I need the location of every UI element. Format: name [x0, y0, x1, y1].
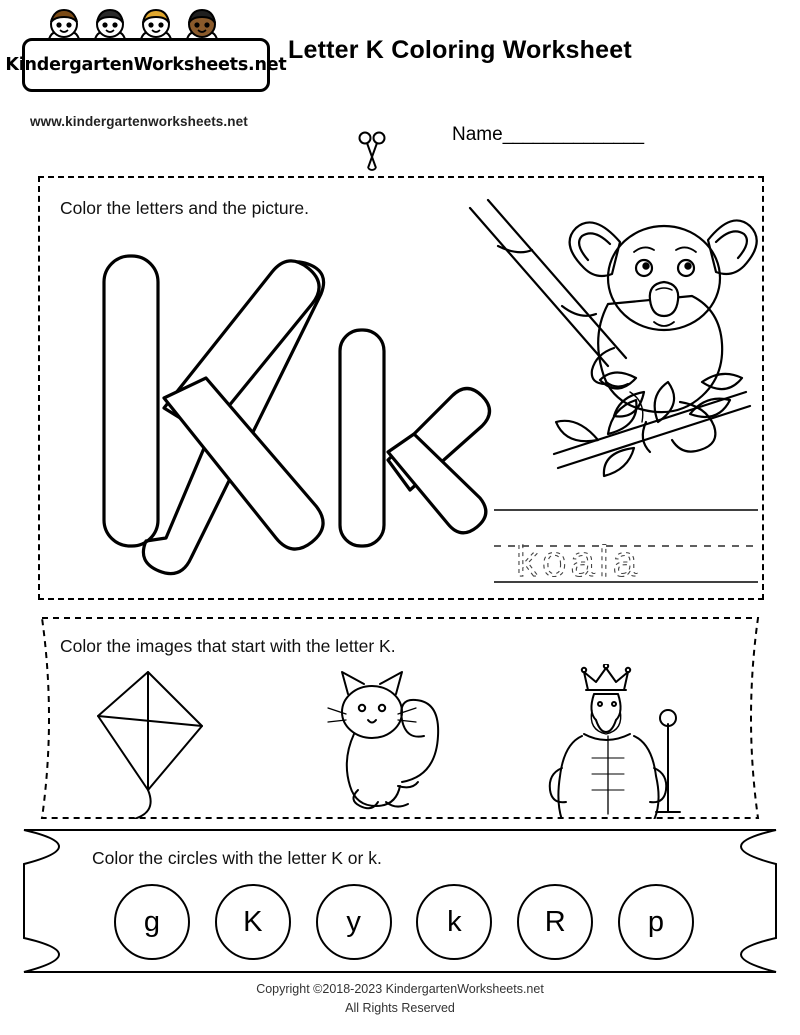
section-2-images[interactable]	[52, 664, 752, 819]
svg-text:koala: koala	[516, 537, 642, 586]
copyright-text: Copyright ©2018-2023 KindergartenWorksheets.net	[256, 982, 544, 996]
section-3-instruction: Color the circles with the letter K or k.	[92, 848, 382, 868]
letter-circle[interactable]: p	[618, 884, 694, 960]
kite-icon	[96, 672, 202, 819]
page-header	[0, 0, 800, 170]
letter-circle[interactable]: K	[215, 884, 291, 960]
letter-circle[interactable]: g	[114, 884, 190, 960]
section-color-images	[32, 612, 768, 824]
koala-icon[interactable]	[458, 186, 758, 496]
name-field-label	[452, 124, 644, 146]
site-logo[interactable]	[5, 8, 287, 96]
section-1-instruction: Color the letters and the picture.	[60, 198, 310, 218]
letter-circle[interactable]: R	[517, 884, 593, 960]
letters-outline-Kk[interactable]	[96, 238, 496, 578]
rights-text: All Rights Reserved	[345, 1000, 455, 1015]
page-title: Letter K Coloring Worksheet	[288, 36, 632, 64]
section-color-letters	[38, 176, 764, 600]
name-blank: ______________	[502, 124, 644, 145]
logo-label: KindergartenWorksheets.net	[5, 55, 287, 75]
scissors-icon	[352, 130, 392, 174]
name-label: Name	[452, 124, 503, 145]
trace-word-koala[interactable]	[492, 504, 760, 594]
letter-circles-row	[114, 884, 694, 960]
letter-circle[interactable]: y	[316, 884, 392, 960]
king-icon	[550, 664, 680, 819]
section-color-circles	[18, 826, 782, 976]
site-url: www.kindergartenworksheets.net	[30, 114, 248, 129]
page-footer	[0, 980, 800, 1018]
section-2-instruction: Color the images that start with the letter K.	[60, 636, 396, 656]
kitten-icon	[328, 672, 438, 808]
letter-circle[interactable]: k	[416, 884, 492, 960]
